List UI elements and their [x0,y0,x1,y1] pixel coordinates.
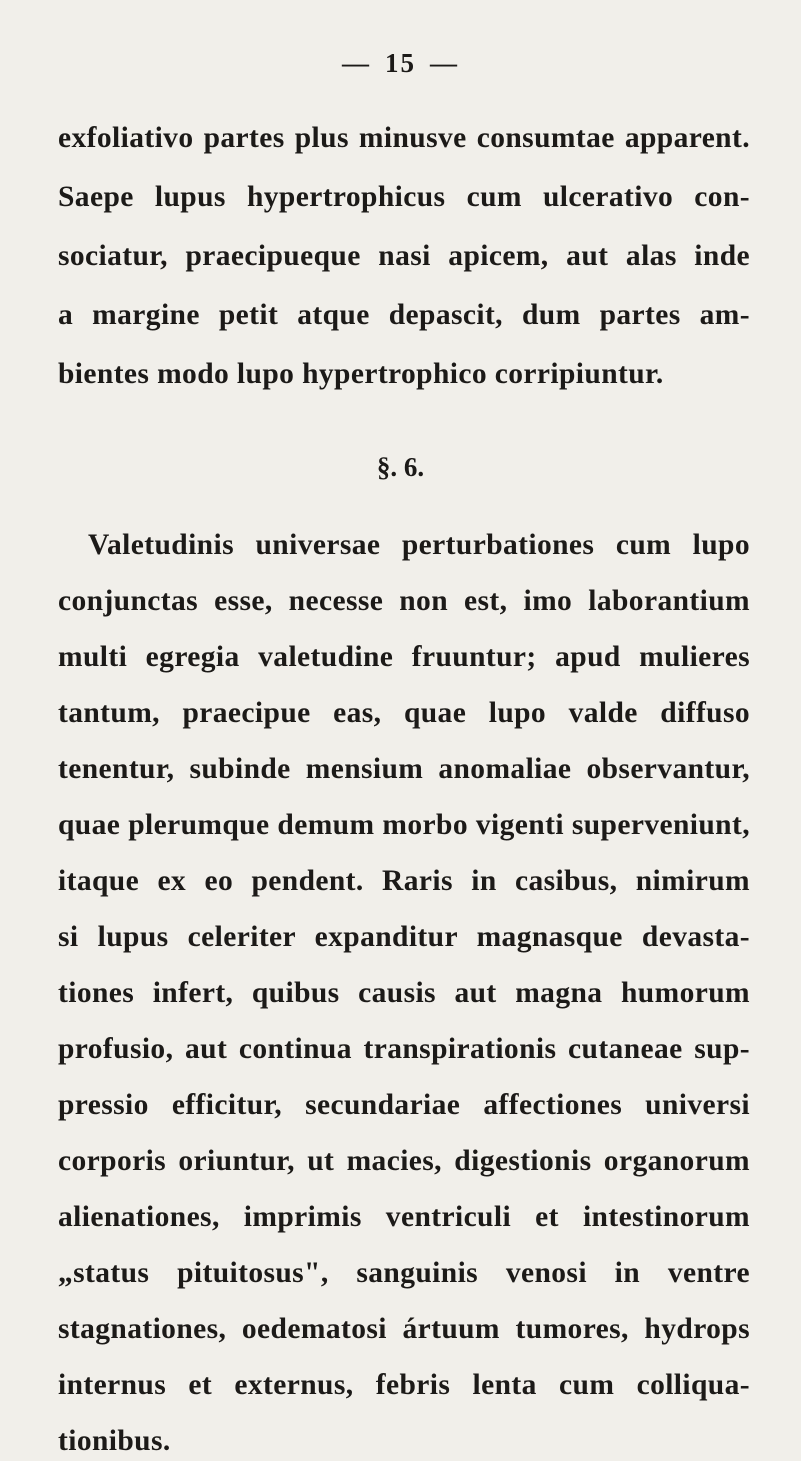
text-line: quae plerumque demum morbo vigenti superveniunt, [58,809,750,841]
header-dash-right: — [430,48,459,78]
text-line: Saepe lupus hypertrophicus cum ulcerativo con- [58,181,750,213]
text-line: alienationes, imprimis ventriculi et intestinorum [58,1201,750,1233]
text-line: exfoliativo partes plus minusve consumtae apparent. [58,122,750,154]
running-head [0,48,801,79]
text-line: tionibus. [58,1425,171,1457]
page-number: 15 [385,48,416,78]
text-line: corporis oriuntur, ut macies, digestionis organorum [58,1145,750,1177]
text-line: stagnationes, oedematosi ártuum tumores, hydrops [58,1313,750,1345]
section-heading: §. 6. [376,452,425,482]
text-line: profusio, aut continua transpirationis cutaneae sup- [58,1033,750,1065]
header-dash-left: — [342,48,371,78]
text-line: multi egregia valetudine fruuntur; apud mulieres [58,641,750,673]
text-line: pressio efficitur, secundariae affectiones universi [58,1089,750,1121]
text-line: bientes modo lupo hypertrophico corripiuntur. [58,358,664,390]
text-line: tiones infert, quibus causis aut magna humorum [58,977,750,1009]
text-line: „status pituitosus", sanguinis venosi in ventre [58,1257,750,1289]
text-line: tantum, praecipue eas, quae lupo valde diffuso [58,697,750,729]
text-line: internus et externus, febris lenta cum colliqua- [58,1369,750,1401]
text-line: itaque ex eo pendent. Raris in casibus, nimirum [58,865,750,897]
text-line: Valetudinis universae perturbationes cum lupo [88,529,750,561]
text-line: si lupus celeriter expanditur magnasque devasta- [58,921,750,953]
text-line: conjunctas esse, necesse non est, imo laborantium [58,585,750,617]
text-line: a margine petit atque depascit, dum partes am- [58,299,750,331]
text-line: tenentur, subinde mensium anomaliae observantur, [58,753,750,785]
text-line: sociatur, praecipueque nasi apicem, aut alas inde [58,240,750,272]
